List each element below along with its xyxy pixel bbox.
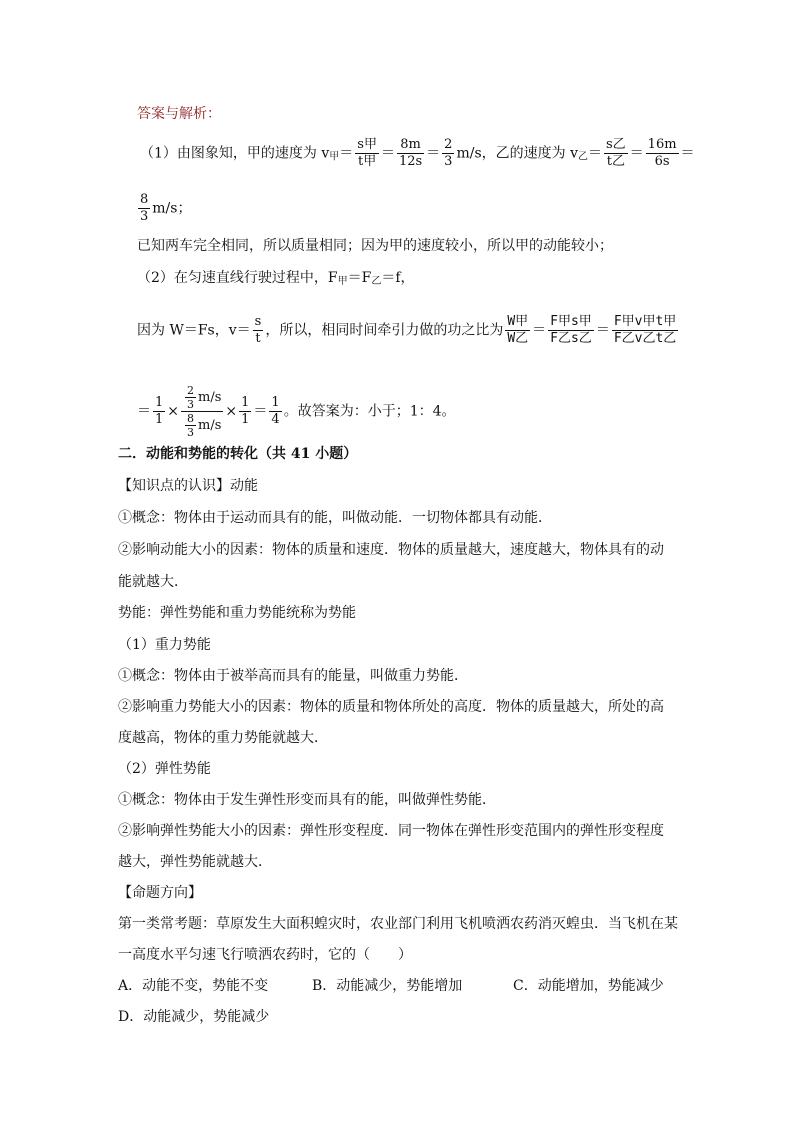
paragraph: 第一类常考题：草原发生大面积蝗灾时，农业部门利用飞机喷洒农药消灭蝗虫．当飞机在某 — [118, 916, 678, 932]
paragraph: （1）重力势能 — [118, 637, 211, 653]
numerator: 1 — [155, 395, 164, 410]
fraction — [185, 412, 196, 439]
denominator — [181, 411, 223, 439]
numerator: F甲v甲t甲 — [613, 314, 677, 329]
option-c: C．动能增加，势能减少 — [513, 978, 664, 994]
section-heading: 二．动能和势能的转化（共 41 小题） — [118, 446, 358, 462]
numerator: 1 — [271, 395, 280, 410]
numerator: 8 — [187, 412, 195, 425]
denominator: 3 — [140, 209, 149, 224]
denominator: 1 — [155, 412, 164, 427]
denominator: 3 — [187, 426, 195, 439]
text: m/s； — [152, 200, 192, 217]
denominator: 3 — [187, 398, 195, 411]
speed-line-1 — [140, 137, 695, 170]
paragraph: 势能：弹性势能和重力势能统称为势能 — [118, 605, 356, 621]
denominator: W乙 — [507, 331, 529, 346]
force-line — [137, 268, 415, 292]
text: ＝f， — [381, 270, 415, 286]
compound-fraction — [181, 384, 223, 439]
paragraph: ②影响动能大小的因素：物体的质量和速度．物体的质量越大，速度越大，物体具有的动 — [118, 542, 664, 558]
equals: ＝ — [380, 145, 395, 162]
paragraph: ②影响重力势能大小的因素：物体的质量和物体所处的高度．物体的质量越大，所处的高 — [118, 699, 664, 715]
denominator: F乙v乙t乙 — [613, 331, 677, 346]
times: × — [167, 403, 180, 420]
equals: ＝ — [339, 145, 354, 162]
paragraph: 一高度水平匀速飞行喷洒农药时，它的（ ） — [118, 947, 412, 963]
fraction — [646, 137, 679, 170]
subscript: 甲 — [337, 276, 348, 287]
equals: ＝ — [253, 403, 268, 420]
paragraph: ①概念：物体由于发生弹性形变而具有的能，叫做弹性势能． — [118, 792, 496, 808]
equals: ＝ — [629, 145, 644, 162]
times: × — [225, 403, 238, 420]
numerator: 8m — [400, 137, 421, 152]
fraction — [548, 314, 594, 347]
subscript: 乙 — [578, 151, 588, 163]
numerator: 2 — [187, 384, 195, 397]
text: （1）由图象知，甲的速度为 v — [140, 145, 330, 162]
answer-header: 答案与解析： — [137, 106, 221, 122]
denominator: t乙 — [604, 153, 628, 170]
fraction — [442, 137, 454, 170]
numerator: 1 — [241, 395, 250, 410]
text: 。故答案为：小于；1：4。 — [283, 403, 456, 420]
numerator — [181, 384, 223, 411]
numerator: F甲s甲 — [550, 314, 592, 329]
unit: m/s — [198, 418, 222, 433]
fraction — [397, 137, 424, 170]
numerator: 16m — [647, 137, 677, 152]
equals: ＝ — [680, 145, 695, 162]
denominator: F乙s乙 — [550, 331, 592, 346]
option-a: A．动能不变，势能不变 — [118, 978, 269, 994]
equals: ＝ — [532, 322, 547, 339]
text: （2）在匀速直线行驶过程中，F — [137, 270, 338, 286]
fraction — [253, 314, 264, 347]
text: m/s，乙的速度为 v — [456, 145, 578, 162]
numerator: s乙 — [606, 137, 626, 152]
option-b: B．动能减少，势能增加 — [312, 978, 463, 994]
paragraph: 【知识点的认识】动能 — [118, 478, 258, 494]
paragraph: 越大，弹性势能就越大． — [118, 854, 272, 870]
subscript: 乙 — [371, 276, 382, 287]
paragraph: 能就越大． — [118, 574, 188, 590]
denominator: 12s — [398, 154, 423, 169]
work-ratio-line — [137, 314, 680, 347]
fraction — [505, 314, 530, 347]
paragraph: 度越高，物体的重力势能就越大． — [118, 730, 328, 746]
numerator: 8 — [140, 192, 149, 207]
equals: ＝ — [137, 403, 151, 420]
subscript: 甲 — [329, 151, 340, 163]
denominator: 6s — [646, 153, 679, 170]
speed-line-2 — [136, 192, 191, 225]
paragraph: 已知两车完全相同，所以质量相同；因为甲的速度较小，所以甲的动能较小； — [137, 238, 613, 254]
fraction — [239, 395, 251, 428]
numerator: s甲 — [357, 137, 377, 152]
equals: ＝ — [588, 145, 602, 162]
fraction — [355, 137, 379, 170]
paragraph: ①概念：物体由于运动而具有的能，叫做动能．一切物体都具有动能． — [118, 510, 552, 526]
paragraph: （2）弹性势能 — [118, 761, 211, 777]
denominator: 1 — [241, 412, 250, 427]
denominator: t甲 — [355, 153, 379, 170]
numerator: W甲 — [507, 314, 529, 329]
equals: ＝ — [595, 322, 610, 339]
fraction — [153, 395, 165, 428]
text: ，所以，相同时间牵引力做的功之比为 — [265, 322, 504, 339]
fraction — [269, 395, 281, 428]
option-d: D．动能减少，势能减少 — [118, 1009, 270, 1025]
result-line — [137, 384, 456, 439]
unit: m/s — [198, 390, 222, 405]
fraction — [612, 314, 678, 347]
fraction — [138, 192, 150, 225]
numerator: s — [254, 314, 262, 329]
equals: ＝ — [426, 145, 441, 162]
fraction — [604, 137, 628, 170]
denominator: 3 — [444, 154, 453, 169]
text: ＝F — [347, 270, 372, 286]
fraction — [185, 384, 196, 411]
denominator: 4 — [271, 412, 280, 427]
paragraph: 【命题方向】 — [118, 885, 202, 901]
paragraph: ②影响弹性势能大小的因素：弹性形变程度．同一物体在弹性形变范围内的弹性形变程度 — [118, 823, 664, 839]
text: 因为 W＝Fs，v＝ — [137, 322, 251, 339]
numerator: 2 — [444, 137, 453, 152]
paragraph: ①概念：物体由于被举高而具有的能量，叫做重力势能． — [118, 668, 468, 684]
denominator: t — [253, 330, 264, 347]
